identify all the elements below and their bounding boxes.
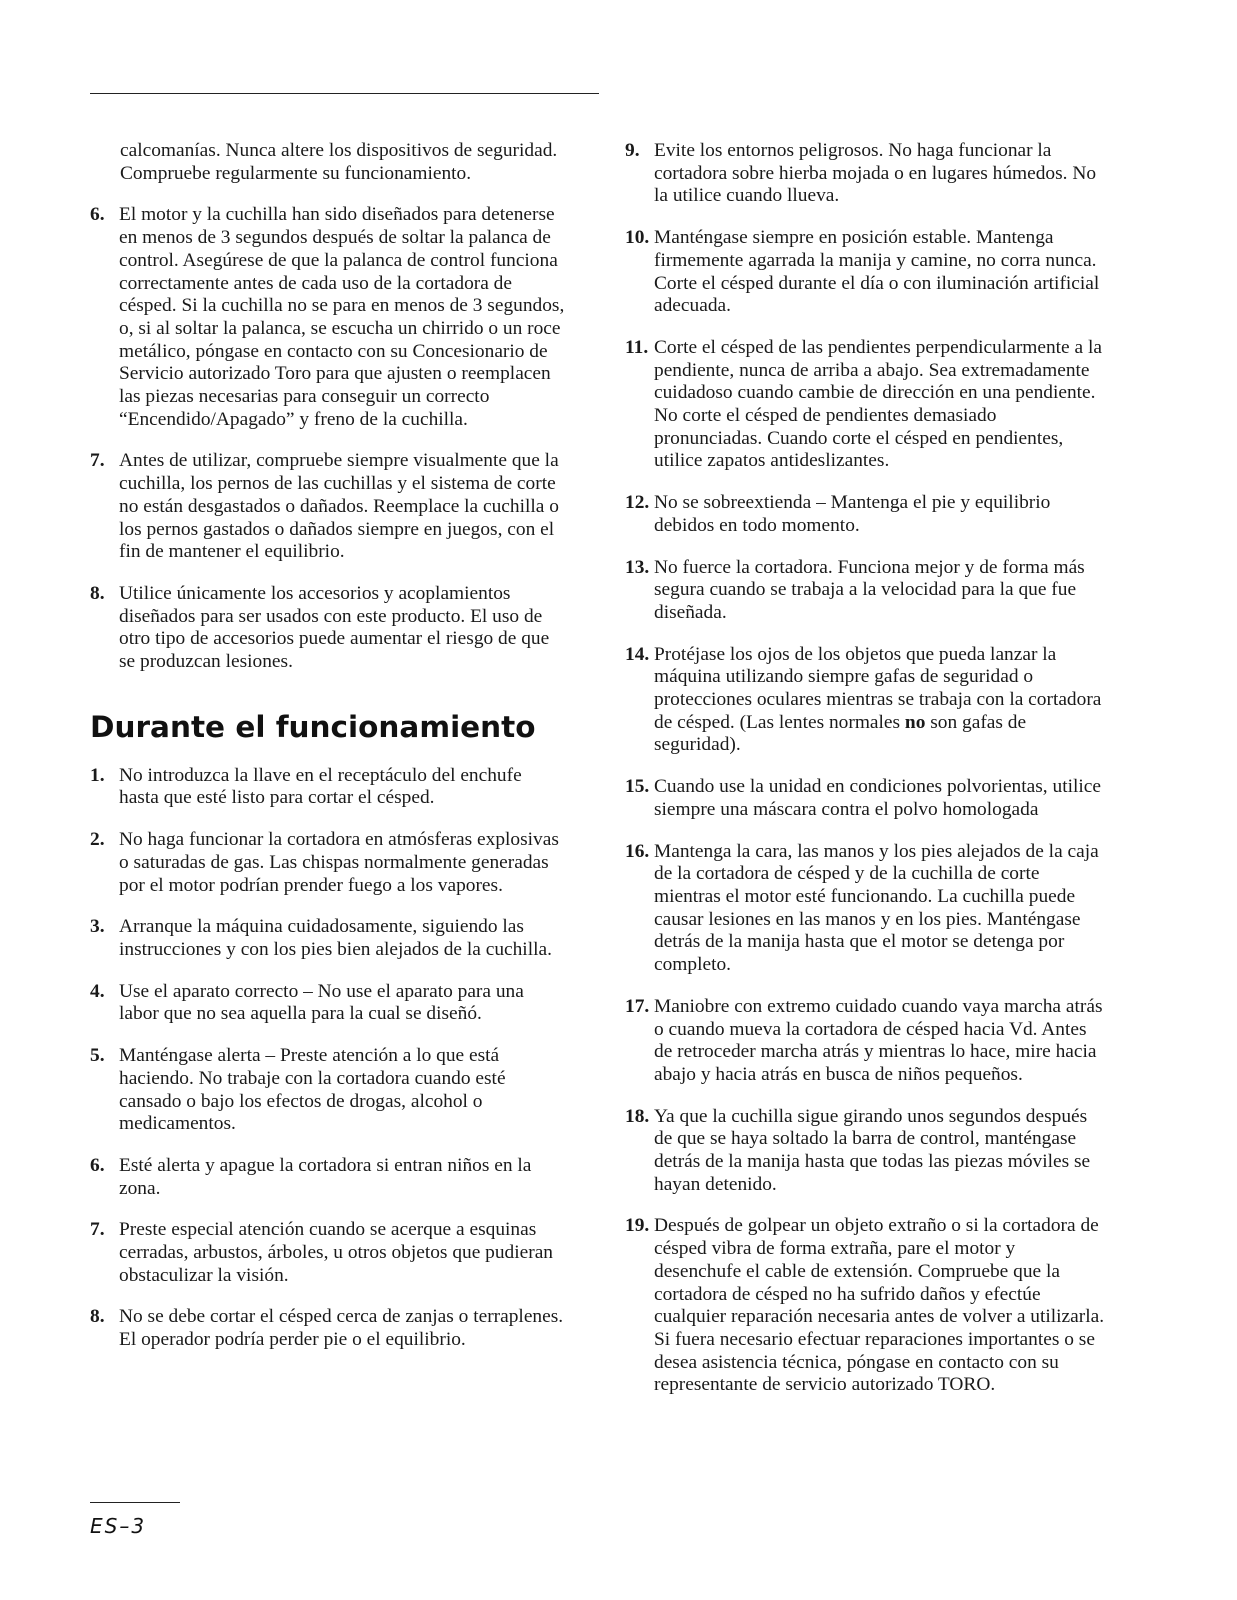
footer-rule [90,1502,180,1503]
item-number: 7. [90,1219,105,1241]
item-number: 5. [90,1045,105,1067]
item-number: 14. [625,643,650,665]
list-item [625,1106,1105,1197]
item-text-start: Protéjase los ojos de los objetos que pueda lanzar la máquina utilizando siempre gafas de seguridad o protecciones oculares mientras se trabaja con la cortadora de césped. (Las lentes normales [654,643,1102,733]
list-item [90,1306,565,1351]
item-text: No haga funcionar la cortadora en atmósferas explosivas o saturadas de gas. Las chispas normalmente generadas por el motor podrían prender fuego a los vapores. [119,829,559,896]
item-number: 8. [90,582,105,604]
list-item [90,583,565,674]
list-item [625,996,1105,1087]
item-text: El motor y la cuchilla han sido diseñados para detenerse en menos de 3 segundos después de soltar la palanca de control. Asegúrese de que la palanca de control funciona correctamente antes de cada uso de la cortadora de césped. Si la cuchilla no se para en menos de 3 segundos, o, si al soltar la palanca, se escucha un chirrido o un roce metálico, póngase en contacto con su Concesionario de Servicio autorizado Toro para que ajusten o reemplacen las piezas necesarias para conseguir un correcto “Encendido/Apagado” y freno de la cuchilla. [119,204,565,430]
list-item [90,204,565,431]
item-number: 13. [625,556,650,578]
item-number: 18. [625,1105,650,1127]
list-item [90,1155,565,1200]
item-text-emphasis: no [904,711,926,733]
item-number: 17. [625,995,650,1017]
list-item [625,644,1105,758]
item-text: Utilice únicamente los accesorios y acoplamientos diseñados para ser usados con este producto. El uso de otro tipo de accesorios puede aumentar el riesgo de que se produzcan lesiones. [119,582,550,673]
item-text: No introduzca la llave en el receptáculo del enchufe hasta que esté listo para cortar el césped. [119,764,522,809]
list-item [90,765,565,810]
item-number: 2. [90,829,105,851]
list-item [90,1045,565,1136]
item-number: 9. [625,140,640,161]
right-column [625,140,1105,1416]
item-number: 10. [625,227,650,249]
item-number: 1. [90,764,105,786]
item-number: 8. [90,1306,105,1328]
list-item [625,557,1105,625]
item-text: No se debe cortar el césped cerca de zanjas o terraplenes. El operador podría perder pie o el equilibrio. [119,1306,564,1351]
list-item [625,492,1105,537]
item-text: Preste especial atención cuando se acerque a esquinas cerradas, arbustos, árboles, u otros objetos que pudieran obstaculizar la visión. [119,1219,554,1286]
item-text: Arranque la máquina cuidadosamente, siguiendo las instrucciones y con los pies bien alejados de la cuchilla. [119,916,552,960]
list-item [90,1219,565,1287]
continued-paragraph: calcomanías. Nunca altere los dispositivos de seguridad. Compruebe regularmente su funcionamiento. [120,140,558,184]
item-number: 19. [625,1215,650,1237]
item-number: 7. [90,450,105,472]
list-item [625,841,1105,977]
section-heading: Durante el funcionamiento [90,709,536,744]
list-item [90,829,565,897]
item-text: Antes de utilizar, compruebe siempre visualmente que la cuchilla, los pernos de las cuchillas y el sistema de corte no están desgastados o dañados. Reemplace la cuchilla o los pernos gastados o dañados siempre en juegos, con el fin de mantener el equilibrio. [119,450,559,563]
item-text: Corte el césped de las pendientes perpendicularmente a la pendiente, nunca de arriba a abajo. Sea extremadamente cuidadoso cuando cambie de dirección en una pendiente. No corte el césped de pendientes demasiado pronunciadas. Cuando corte el césped en pendientes, utilice zapatos antideslizantes. [654,336,1102,472]
item-text: Después de golpear un objeto extraño o si la cortadora de césped vibra de forma extraña, pare el motor y desenchufe el cable de extensión. Compruebe que la cortadora de césped no ha sufrido daños y efectúe cualquier reparación necesaria antes de volver a utilizarla. Si fuera necesario efectuar reparaciones importantes o se desea asistencia técnica, póngase en contacto con su representante de servicio autorizado TORO. [654,1215,1105,1396]
item-text: Evite los entornos peligrosos. No haga funcionar la cortadora sobre hierba mojada o en lugares húmedos. No la utilice cuando llueva. [654,140,1097,207]
item-text: Manténgase siempre en posición estable. Mantenga firmemente agarrada la manija y camine, no corra nunca. Corte el césped durante el día o con iluminación artificial adecuada. [654,227,1100,317]
list-item [625,227,1105,318]
list-item [90,916,565,961]
list-item [90,981,565,1026]
item-text: Esté alerta y apague la cortadora si entran niños en la zona. [119,1154,532,1199]
page-number: ES–3 [90,1514,147,1538]
list-item [625,1215,1105,1397]
item-text: Use el aparato correcto – No use el aparato para una labor que no sea aquella para la cual se diseñó. [119,980,524,1025]
list-item [625,776,1105,821]
item-number: 6. [90,1154,105,1176]
item-text: Ya que la cuchilla sigue girando unos segundos después de que se haya soltado la barra de control, manténgase detrás de la manija hasta que todas las piezas móviles se hayan detenido. [654,1105,1091,1195]
item-text: Maniobre con extremo cuidado cuando vaya marcha atrás o cuando mueva la cortadora de césped hacia Vd. Antes de retroceder marcha atrás y mientras lo hace, mire hacia abajo y hacia atrás en busca de niños pequeños. [654,995,1103,1085]
list-item [625,140,1105,208]
item-text: No se sobreextienda – Mantenga el pie y equilibrio debidos en todo momento. [654,492,1051,536]
item-number: 4. [90,980,105,1002]
item-number: 11. [625,336,649,358]
item-text: Cuando use la unidad en condiciones polvorientas, utilice siempre una máscara contra el polvo homologada [654,776,1101,820]
list-item [625,337,1105,473]
item-number: 3. [90,916,105,938]
item-number: 15. [625,776,650,798]
item-number: 16. [625,840,650,862]
header-rule [90,93,599,94]
list-item [90,450,565,564]
left-column [90,140,565,1371]
item-text: Mantenga la cara, las manos y los pies alejados de la caja de la cortadora de césped y de la cuchilla de corte mientras el motor esté funcionando. La cuchilla puede causar lesiones en las manos y en los pies. Manténgase detrás de la manija hasta que el motor se detenga por completo. [654,840,1099,976]
item-text-end: son gafas de seguridad). [654,711,1027,756]
item-text: Manténgase alerta – Preste atención a lo que está haciendo. No trabaje con la cortadora cuando esté cansado o bajo los efectos de drogas, alcohol o medicamentos. [119,1045,506,1135]
item-number: 12. [625,492,650,514]
item-text: No fuerce la cortadora. Funciona mejor y de forma más segura cuando se trabaja a la velocidad para la que fue diseñada. [654,556,1085,623]
item-number: 6. [90,204,105,226]
